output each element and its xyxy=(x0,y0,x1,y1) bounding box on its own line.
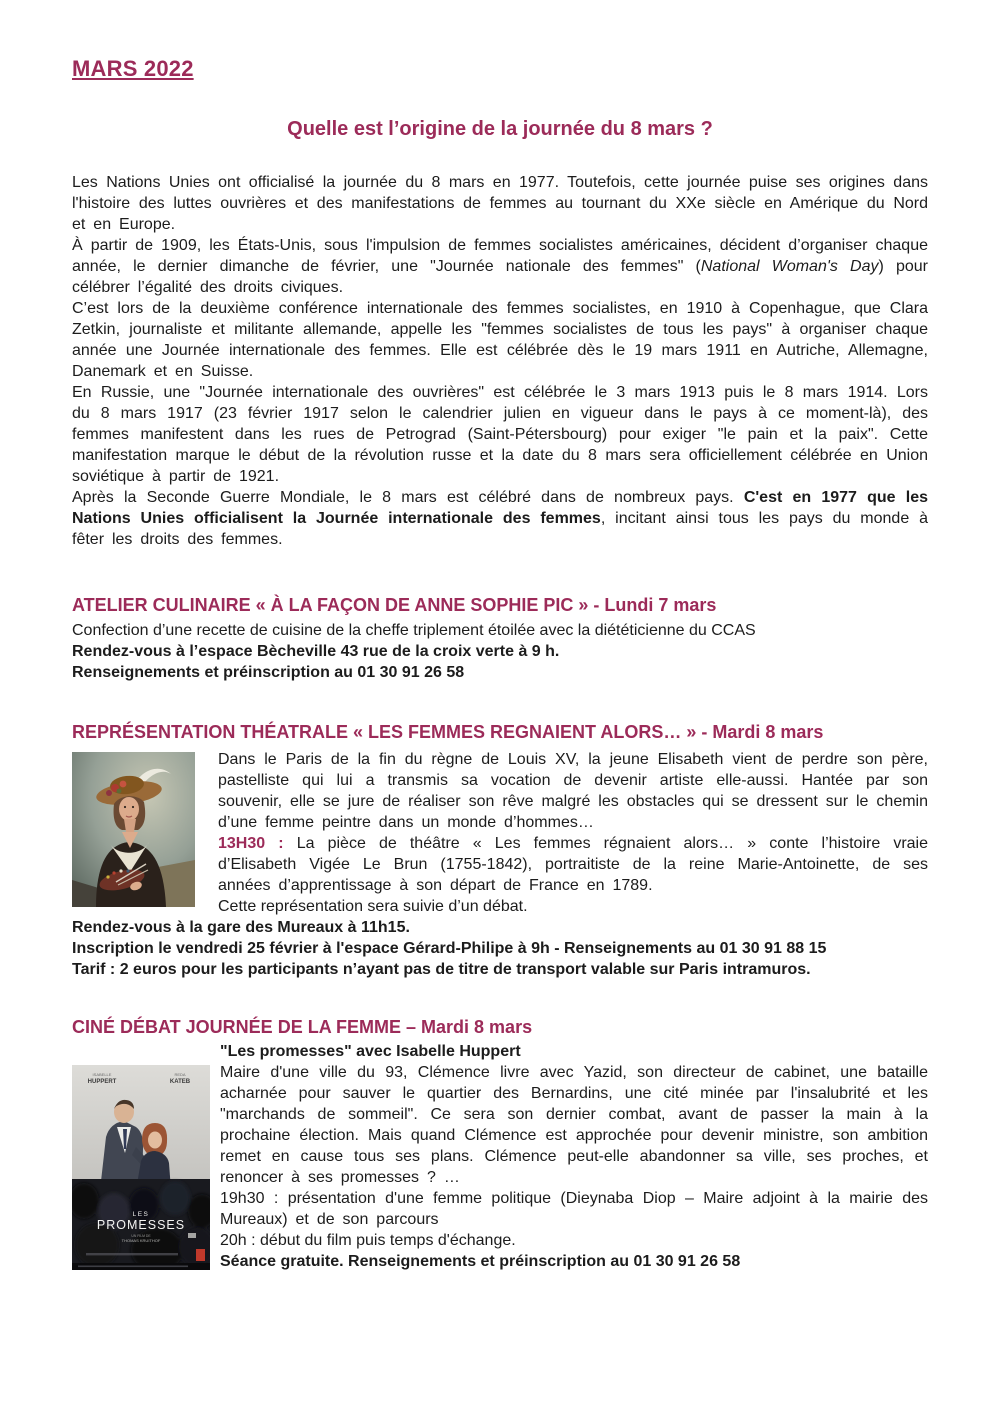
cine-free-session-info: Séance gratuite. Renseignements et préinscription au 01 30 91 26 58 xyxy=(220,1253,741,1270)
poster-director-line2: THOMAS KRUITHOF xyxy=(121,1238,161,1243)
atelier-description: Confection d’une recette de cuisine de la cheffe triplement étoilée avec la diététicienne du CCAS xyxy=(72,622,756,639)
cine-schedule-1930: 19h30 : présentation d'une femme politique (Dieynaba Diop – Maire adjoint à la mairie des Mureaux) et de son parcours xyxy=(220,1190,928,1228)
distributor-logo xyxy=(196,1249,205,1261)
film-subheading: "Les promesses" avec Isabelle Huppert xyxy=(220,1043,521,1060)
theatre-price-info: Tarif : 2 euros pour les participants n’ayant pas de titre de transport valable sur Paris intramuros. xyxy=(72,961,811,978)
text-run-bold: C'est en 1977 que les Nations Unies officialisent la Journée internationale des femmes xyxy=(72,489,928,527)
film-synopsis: Maire d'une ville du 93, Clémence livre avec Yazid, son directeur de cabinet, une bataille acharnée pour sauver le quartier des Bernardins, une cité minée par l'insalubrité et les "marchands de sommeil". Ce sera son dernier combat, avant de passer la main à la prochaine élection. Mais quand Clémence est approchée pour devenir ministre, son ambition remet en cause tous ses plans. Clémence peut-elle abandonner sa ville, ses proches, et renoncer à ses promesses ? … xyxy=(220,1064,928,1186)
atelier-contact-info: Renseignements et préinscription au 01 30 91 26 58 xyxy=(72,664,465,681)
festival-laurel-mark xyxy=(188,1233,196,1238)
credits-strip xyxy=(86,1253,178,1255)
text-run: À partir de 1909, les États-Unis, sous l'impulsion de femmes socialistes américaines, décident d’organiser chaque année, le dernier dimanche de février, une "Journée nationale des femmes" ( xyxy=(72,237,928,275)
time-label: 13H30 : xyxy=(218,835,284,852)
text-run-italic: National Woman's Day xyxy=(700,258,879,275)
section-cine-debat xyxy=(72,1016,928,1272)
origin-article xyxy=(72,172,928,550)
atelier-meeting-info: Rendez-vous à l’espace Bècheville 43 rue de la croix verte à 9 h. xyxy=(72,643,560,660)
cine-schedule-20h: 20h : début du film puis temps d'échange. xyxy=(220,1232,516,1249)
theatre-time-paragraph xyxy=(72,833,928,896)
actor-right-firstname: REDA xyxy=(174,1072,186,1077)
section-representation-theatrale xyxy=(72,721,928,980)
poster-title-line1: LES xyxy=(132,1211,150,1218)
text-run: ) pour célébrer l’égalité des droits civiques. xyxy=(72,258,928,296)
section-heading: REPRÉSENTATION THÉATRALE « LES FEMMES REGNAIENT ALORS… » - Mardi 8 mars xyxy=(72,722,824,742)
vigee-le-brun-portrait-image xyxy=(72,752,195,907)
actor-left-firstname: ISABELLE xyxy=(92,1072,112,1077)
poster-title-line2: PROMESSES xyxy=(96,1218,186,1232)
theatre-body xyxy=(72,749,928,980)
text-run: , incitant ainsi tous les pays du monde à fêter les droits des femmes. xyxy=(72,510,928,548)
section-heading: ATELIER CULINAIRE « À LA FAÇON DE ANNE SOPHIE PIC » - Lundi 7 mars xyxy=(72,595,717,615)
les-promesses-poster-image xyxy=(72,1065,210,1270)
origin-paragraph-1: Les Nations Unies ont officialisé la journée du 8 mars en 1977. Toutefois, cette journée puise ses origines dans l'histoire des luttes ouvrières et des manifestations de femmes au tournant du XXe siècle en Amérique du Nord et en Europe. xyxy=(72,174,928,233)
origin-paragraph-3: C’est lors de la deuxième conférence internationale des femmes socialistes, en 1910 à Copenhague, que Clara Zetkin, journaliste et militante allemande, appelle les "femmes socialistes de tous les pays" à organiser chaque année une Journée internationale des femmes. Elle est célébrée dès le 19 mars 1911 en Autriche, Allemagne, Danemark et en Suisse. xyxy=(72,300,928,380)
actor-left-lastname: HUPPERT xyxy=(87,1079,117,1085)
text-run: Après la Seconde Guerre Mondiale, le 8 mars est célébré dans de nombreux pays. xyxy=(72,489,744,506)
text-run: La pièce de théâtre « Les femmes régnaient alors… » conte l’histoire vraie d’Elisabeth Vigée Le Brun (1755-1842), portraitiste de la reine Marie-Antoinette, de ses années d’apprentissage à son départ de France en 1789. xyxy=(218,835,929,894)
origin-paragraph-5 xyxy=(72,487,928,550)
month-header: MARS 2022 xyxy=(72,56,194,81)
theatre-synopsis: Dans le Paris de la fin du règne de Louis XV, la jeune Elisabeth vient de perdre son père, pastelliste qui lui a transmis sa vocation de devenir artiste elle-aussi. Hantée par son souvenir, elle se jure de réaliser son rêve malgré les obstacles qui se dressent sur le chemin d’une femme peintre dans un monde d’hommes… xyxy=(218,751,928,831)
theatre-debate-note: Cette représentation sera suivie d’un débat. xyxy=(218,898,528,915)
origin-paragraph-2 xyxy=(72,235,928,298)
poster-director-line1: UN FILM DE xyxy=(131,1234,151,1238)
theatre-registration-info: Inscription le vendredi 25 février à l'espace Gérard-Philipe à 9h - Renseignements au 01 30 91 88 15 xyxy=(72,940,827,957)
page-title: Quelle est l’origine de la journée du 8 mars ? xyxy=(287,118,713,140)
origin-paragraph-4: En Russie, une "Journée internationale des ouvrières" est célébrée le 3 mars 1913 puis le 8 mars 1914. Lors du 8 mars 1917 (23 février 1917 selon le calendrier julien en vigueur dans le pays à ce moment-là), des femmes manifestent dans les rues de Petrograd (Saint-Pétersbourg) pour exiger "le pain et la paix". Cette manifestation marque le début de la révolution russe et la date du 8 mars sera officiellement célébrée en Union soviétique à partir de 1921. xyxy=(72,384,928,485)
actor-right-lastname: KATEB xyxy=(169,1079,191,1085)
section-heading: CINÉ DÉBAT JOURNÉE DE LA FEMME – Mardi 8 mars xyxy=(72,1017,533,1037)
theatre-meeting-info: Rendez-vous à la gare des Mureaux à 11h15. xyxy=(72,919,410,936)
section-atelier-culinaire xyxy=(72,594,928,683)
